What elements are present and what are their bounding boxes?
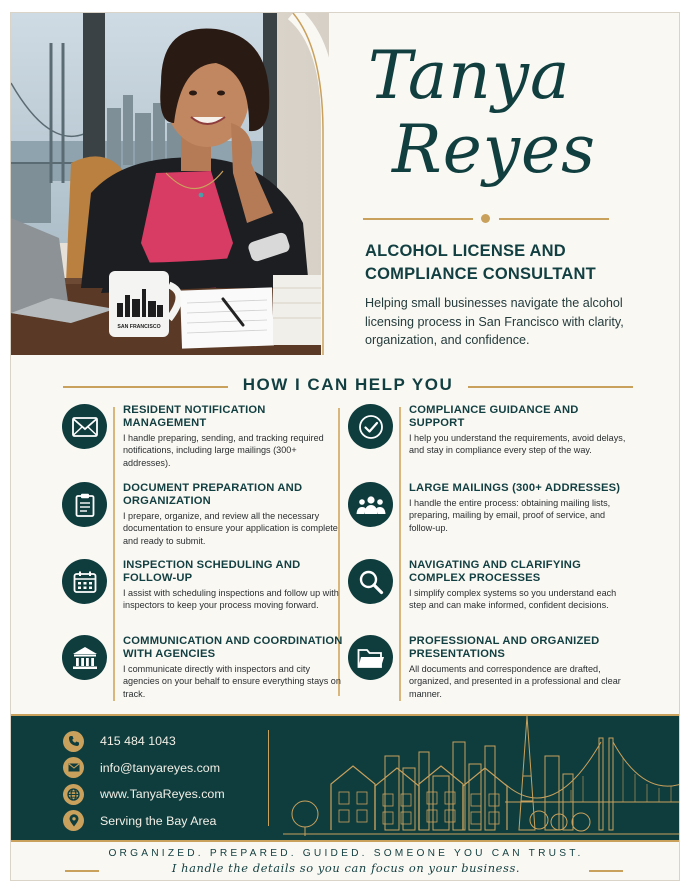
service-title: PROFESSIONAL AND ORGANIZED PRESENTATIONS xyxy=(409,635,600,660)
job-title-line-1: ALCOHOL LICENSE AND xyxy=(365,242,566,260)
email-address: info@tanyareyes.com xyxy=(100,760,221,775)
service-title: LARGE MAILINGS (300+ ADDRESSES) xyxy=(409,482,621,494)
motto-rule-right xyxy=(589,870,623,872)
motto: ORGANIZED. PREPARED. GUIDED. SOMEONE YOU CAN TRUST. xyxy=(108,848,584,859)
band-divider xyxy=(268,730,269,826)
service-description: I handle preparing, sending, and tracking required notifications, including large mailings (300+ addresses). xyxy=(123,433,324,468)
hero-photo xyxy=(11,13,329,356)
service-title: RESIDENT NOTIFICATION MANAGEMENT xyxy=(123,404,266,429)
right-column-rule xyxy=(399,407,401,701)
envelope-icon xyxy=(62,404,107,449)
contact-list xyxy=(63,728,263,834)
mug-text: SAN FRANCISCO xyxy=(117,324,161,330)
tagline: Helping small businesses navigate the alcohol licensing process in San Francisco with clarity, organization, and confidence. xyxy=(365,296,624,347)
service-description: I communicate directly with inspectors and city agencies on your behalf to ensure everything stays on track. xyxy=(123,664,341,699)
motto-subtitle: I handle the details so you can focus on your business. xyxy=(171,861,521,875)
service-title: NAVIGATING AND CLARIFYING COMPLEX PROCESSES xyxy=(409,559,581,584)
check-circle-icon xyxy=(348,404,393,449)
service-title: INSPECTION SCHEDULING AND FOLLOW-UP xyxy=(123,559,301,584)
service-title: DOCUMENT PREPARATION AND ORGANIZATION xyxy=(123,482,303,507)
service-description: I simplify complex systems so you understand each step and can make informed, confident decisions. xyxy=(409,588,617,611)
san-francisco-skyline-illustration xyxy=(283,716,680,840)
contact-email[interactable] xyxy=(63,755,263,782)
services-header xyxy=(63,375,633,397)
contact-website[interactable] xyxy=(63,781,263,808)
service-description: I assist with scheduling inspections and follow up with inspectors to keep your process moving forward. xyxy=(123,588,339,611)
globe-icon xyxy=(63,784,84,805)
clipboard-icon xyxy=(62,482,107,527)
calendar-icon xyxy=(62,559,107,604)
contact-phone[interactable] xyxy=(63,728,263,755)
website-url: www.TanyaReyes.com xyxy=(100,787,225,802)
phone-number: 415 484 1043 xyxy=(100,734,176,749)
service-description: I prepare, organize, and review all the necessary documentation to ensure your application is complete and ready to submit. xyxy=(123,511,338,546)
magnifier-icon xyxy=(348,559,393,604)
service-description: I help you understand the requirements, avoid delays, and stay in compliance every step of the way. xyxy=(409,433,626,456)
group-icon xyxy=(348,482,393,527)
service-title: COMMUNICATION AND COORDINATION WITH AGENCIES xyxy=(123,635,343,660)
job-title-line-2: COMPLIANCE CONSULTANT xyxy=(365,265,596,283)
consultant-name xyxy=(356,39,656,187)
services-title: HOW I CAN HELP YOU xyxy=(242,375,454,394)
hero-divider xyxy=(363,213,609,225)
service-description: I handle the entire process: obtaining mailing lists, preparing, mailing by email, proof of service, and follow-up. xyxy=(409,498,611,533)
service-title: COMPLIANCE GUIDANCE AND SUPPORT xyxy=(409,404,579,429)
motto-band xyxy=(11,840,680,881)
location-pin-icon xyxy=(63,810,84,831)
contact-service-area xyxy=(63,808,263,835)
contact-band xyxy=(11,714,680,840)
folder-icon xyxy=(348,635,393,680)
job-title xyxy=(365,240,665,286)
left-column-rule xyxy=(113,407,115,701)
flyer-sheet xyxy=(10,12,680,881)
phone-icon xyxy=(63,731,84,752)
last-name: Reyes xyxy=(392,111,596,188)
email-icon xyxy=(63,757,84,778)
service-area: Serving the Bay Area xyxy=(100,813,217,828)
first-name: Tanya xyxy=(368,37,571,114)
government-building-icon xyxy=(62,635,107,680)
service-description: All documents and correspondence are drafted, organized, and presented in a professional and clear manner. xyxy=(409,664,621,699)
